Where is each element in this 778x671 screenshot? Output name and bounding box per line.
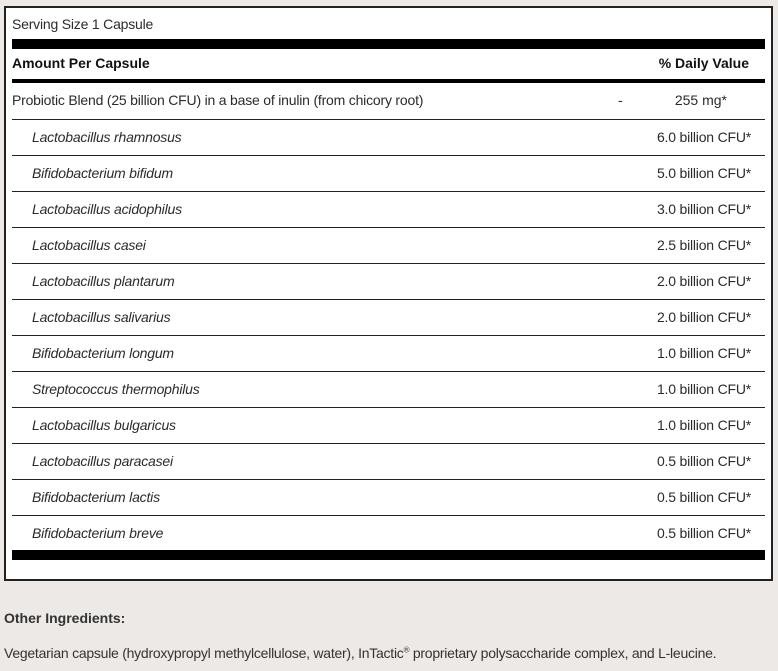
other-ingredients-text-end: proprietary polysaccharide complex, and L-leucine. <box>409 645 717 661</box>
strain-name: Lactobacillus rhamnosus <box>32 129 182 145</box>
supplement-facts-panel <box>4 6 773 581</box>
serving-size: Serving Size 1 Capsule <box>12 16 154 32</box>
blend-row <box>12 83 765 120</box>
amount-per-capsule-header: Amount Per Capsule <box>12 55 150 71</box>
thick-divider-top <box>12 39 765 49</box>
strain-row <box>12 120 765 156</box>
strain-name: Lactobacillus salivarius <box>32 309 171 325</box>
strain-row <box>12 444 765 480</box>
other-ingredients-text <box>4 645 716 661</box>
thick-divider-bottom <box>12 550 765 560</box>
strain-value: 6.0 billion CFU* <box>656 129 751 145</box>
strain-row <box>12 300 765 336</box>
strain-row <box>12 264 765 300</box>
strain-name: Lactobacillus plantarum <box>32 273 175 289</box>
strain-list <box>12 120 765 552</box>
strain-value: 1.0 billion CFU* <box>656 417 751 433</box>
strain-row <box>12 516 765 552</box>
strain-row <box>12 228 765 264</box>
strain-name: Bifidobacterium bifidum <box>32 165 173 181</box>
strain-name: Lactobacillus bulgaricus <box>32 417 176 433</box>
strain-value: 2.5 billion CFU* <box>656 237 751 253</box>
strain-row <box>12 192 765 228</box>
registered-trademark: ® <box>403 645 410 655</box>
blend-amount: 255 mg* <box>674 92 727 108</box>
strain-name: Lactobacillus casei <box>32 237 146 253</box>
blend-dash: - <box>618 92 623 108</box>
other-ingredients-title: Other Ingredients: <box>4 610 126 626</box>
strain-name: Bifidobacterium longum <box>32 345 174 361</box>
strain-name: Bifidobacterium lactis <box>32 489 160 505</box>
strain-value: 5.0 billion CFU* <box>656 165 751 181</box>
strain-value: 2.0 billion CFU* <box>656 273 751 289</box>
strain-value: 1.0 billion CFU* <box>656 381 751 397</box>
strain-value: 0.5 billion CFU* <box>656 525 751 541</box>
strain-row <box>12 372 765 408</box>
strain-name: Streptococcus thermophilus <box>32 381 200 397</box>
strain-row <box>12 156 765 192</box>
daily-value-header: % Daily Value <box>658 55 749 71</box>
strain-name: Lactobacillus acidophilus <box>32 201 182 217</box>
strain-name: Bifidobacterium breve <box>32 525 164 541</box>
strain-value: 1.0 billion CFU* <box>656 345 751 361</box>
strain-value: 0.5 billion CFU* <box>656 489 751 505</box>
strain-value: 3.0 billion CFU* <box>656 201 751 217</box>
blend-label: Probiotic Blend (25 billion CFU) in a base of inulin (from chicory root) <box>12 92 424 108</box>
strain-row <box>12 336 765 372</box>
table-header <box>12 53 765 79</box>
strain-value: 0.5 billion CFU* <box>656 453 751 469</box>
strain-row <box>12 480 765 516</box>
strain-value: 2.0 billion CFU* <box>656 309 751 325</box>
strain-row <box>12 408 765 444</box>
other-ingredients-text-start: Vegetarian capsule (hydroxypropyl methylcellulose, water), InTactic <box>4 645 404 661</box>
strain-name: Lactobacillus paracasei <box>32 453 173 469</box>
